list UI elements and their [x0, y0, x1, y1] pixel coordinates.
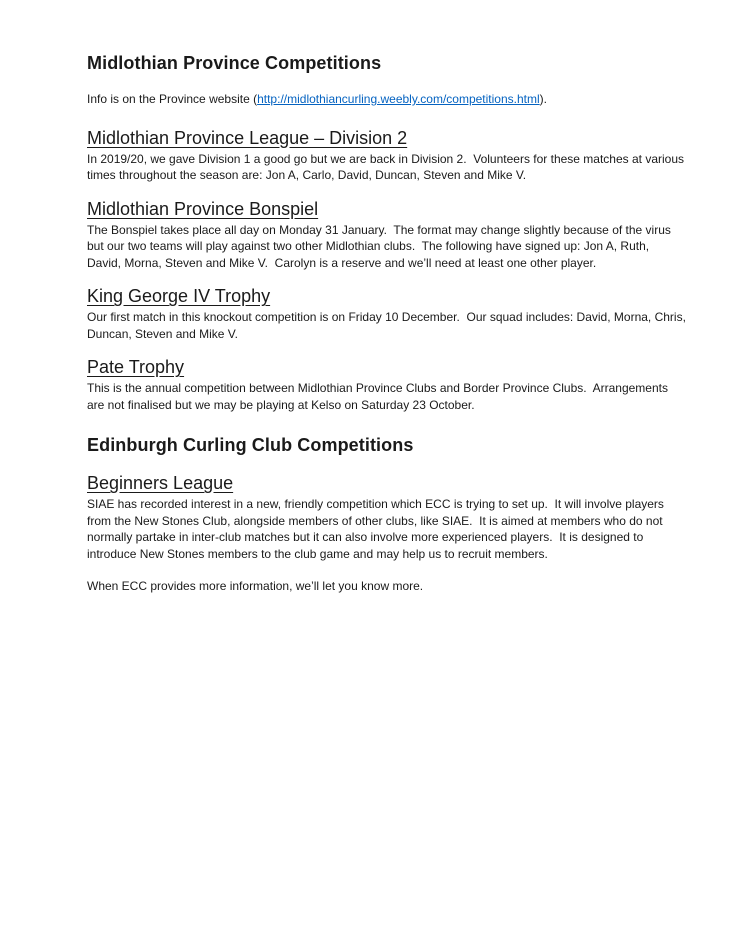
- section-beginners-league: [87, 473, 686, 595]
- competitions-link[interactable]: http://midlothiancurling.weebly.com/competitions.html: [257, 92, 540, 106]
- intro-paragraph: [87, 91, 686, 108]
- intro-text-before: Info is on the Province website (: [87, 92, 258, 106]
- closing-note: When ECC provides more information, we’ll let you know more.: [87, 579, 424, 593]
- province-bonspiel-heading: Midlothian Province Bonspiel: [87, 198, 319, 219]
- intro-text-after: ).: [539, 92, 548, 106]
- beginners-league-heading: Beginners League: [87, 473, 234, 493]
- section-province-bonspiel: [87, 199, 686, 272]
- beginners-league-body: SIAE has recorded interest in a new, friendly competition which ECC is trying to set up. It will involve players from the New Stones Club, alongside members of other clubs, like SIAE. It is aimed at members who do not normally partake in inter-club matches but it can also involve more experienced players. It is designed to introduce New Stones members to the club game and may help us to recruit members.: [87, 497, 668, 561]
- section-province-league: [87, 128, 686, 184]
- king-george-trophy-heading: King George IV Trophy: [87, 286, 271, 306]
- pate-trophy-body: This is the annual competition between Midlothian Province Clubs and Border Province Clubs. Arrangements are not finalised but we may be playing at Kelso on Saturday 23 October.: [87, 381, 672, 412]
- province-competitions-title: Midlothian Province Competitions: [87, 53, 382, 73]
- pate-trophy-heading: Pate Trophy: [87, 357, 185, 377]
- province-bonspiel-body: The Bonspiel takes place all day on Monday 31 January. The format may change slightly because of the virus but our two teams will play against two other Midlothian clubs. The following have signed up: Jon A, Ruth, David, Morna, Steven and Mike V. Carolyn is a reserve and we’ll need at least one other player.: [87, 222, 675, 270]
- province-league-heading: Midlothian Province League – Division 2: [87, 127, 408, 148]
- king-george-trophy-body: Our first match in this knockout competition is on Friday 10 December. Our squad includes: David, Morna, Chris, Duncan, Steven and Mike V.: [87, 310, 690, 341]
- section-king-george-trophy: [87, 286, 690, 342]
- section-pate-trophy: [87, 357, 686, 413]
- province-league-body: In 2019/20, we gave Division 1 a good go but we are back in Division 2. Volunteers for these matches at various times throughout the season are: Jon A, Carlo, David, Duncan, Steven and Mike V.: [87, 151, 688, 182]
- ecc-competitions-title: Edinburgh Curling Club Competitions: [87, 435, 414, 455]
